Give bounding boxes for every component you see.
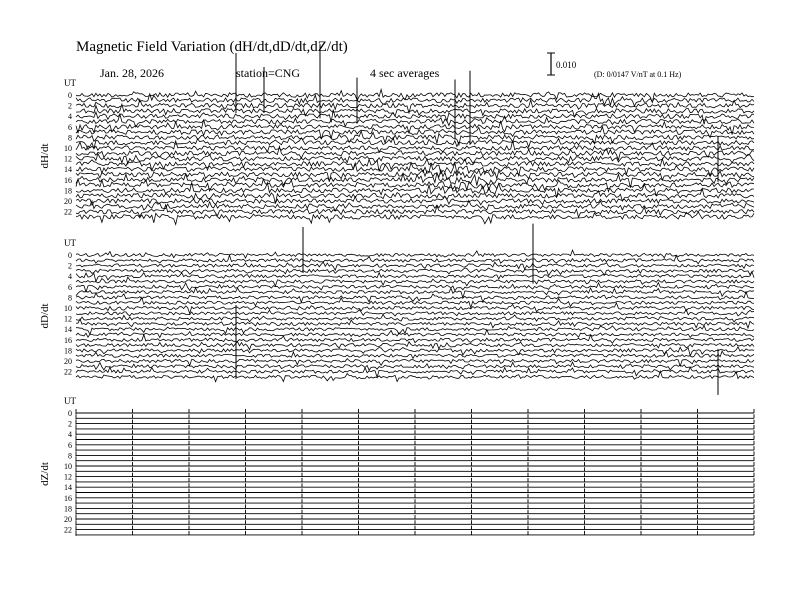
trace-row [76, 141, 754, 153]
row-label: 10 [64, 144, 72, 153]
row-label: 20 [64, 515, 72, 524]
trace-row [76, 277, 754, 286]
trace-row [76, 326, 754, 335]
date-label: Jan. 28, 2026 [100, 66, 164, 80]
ut-axis-label: UT [64, 396, 76, 406]
row-label: 10 [64, 304, 72, 313]
row-label: 16 [64, 493, 72, 503]
row-label: 18 [64, 346, 72, 356]
row-label: 0 [68, 251, 72, 260]
trace-row [76, 154, 754, 164]
trace-row [76, 310, 754, 317]
row-label: 22 [64, 207, 72, 217]
trace-row [76, 268, 754, 276]
panel-ylabel: dH/dt [39, 143, 51, 169]
trace-row [76, 335, 754, 344]
station-label: station=CNG [236, 66, 301, 80]
row-label: 18 [64, 504, 72, 514]
chart-title: Magnetic Field Variation (dH/dt,dD/dt,dZ/dt) [76, 39, 348, 55]
trace-row [76, 314, 754, 322]
row-label: 22 [64, 525, 72, 535]
row-label: 6 [68, 282, 72, 292]
trace-row [76, 367, 754, 377]
ut-axis-label: UT [64, 78, 76, 88]
trace-row [76, 351, 754, 358]
trace-row [76, 93, 754, 106]
row-label: 2 [68, 419, 72, 429]
row-label: 18 [64, 186, 72, 196]
row-label: 2 [68, 261, 72, 271]
ut-axis-label: UT [64, 238, 76, 248]
row-label: 4 [68, 272, 72, 282]
panel-1 [39, 44, 754, 224]
row-label: 8 [68, 451, 72, 461]
trace-row [76, 362, 754, 370]
row-label: 2 [68, 101, 72, 111]
trace-row [76, 114, 754, 127]
row-label: 8 [68, 133, 72, 143]
panel-ylabel: dZ/dt [39, 462, 51, 486]
scale-bar [547, 53, 555, 75]
panel-2 [39, 224, 754, 395]
row-label: 16 [64, 175, 72, 185]
trace-row [76, 196, 754, 205]
panel-ylabel: dD/dt [39, 303, 51, 329]
row-label: 8 [68, 293, 72, 303]
trace-row [76, 262, 754, 270]
trace-row [76, 250, 754, 258]
row-label: 0 [68, 91, 72, 100]
row-label: 22 [64, 367, 72, 377]
trace-row [76, 272, 754, 282]
scale-note: (D: 0/0147 V/nT at 0.1 Hz) [594, 70, 682, 79]
trace-row [76, 89, 754, 102]
row-label: 6 [68, 440, 72, 450]
averaging-label: 4 sec averages [370, 66, 440, 80]
row-label: 6 [68, 122, 72, 132]
row-label: 4 [68, 112, 72, 122]
trace-row [76, 288, 754, 298]
row-label: 4 [68, 430, 72, 440]
trace-row [76, 330, 754, 338]
row-label: 16 [64, 335, 72, 345]
scale-bar-label: 0.010 [556, 60, 577, 70]
trace-row [76, 159, 754, 172]
panel-3 [39, 396, 754, 536]
row-label: 12 [64, 314, 72, 324]
row-label: 20 [64, 197, 72, 206]
row-label: 14 [64, 483, 72, 493]
trace-row [76, 283, 754, 292]
row-label: 10 [64, 462, 72, 471]
row-label: 20 [64, 357, 72, 366]
row-label: 14 [64, 165, 72, 175]
row-label: 0 [68, 409, 72, 418]
row-label: 12 [64, 154, 72, 164]
row-label: 14 [64, 325, 72, 335]
row-label: 12 [64, 472, 72, 482]
